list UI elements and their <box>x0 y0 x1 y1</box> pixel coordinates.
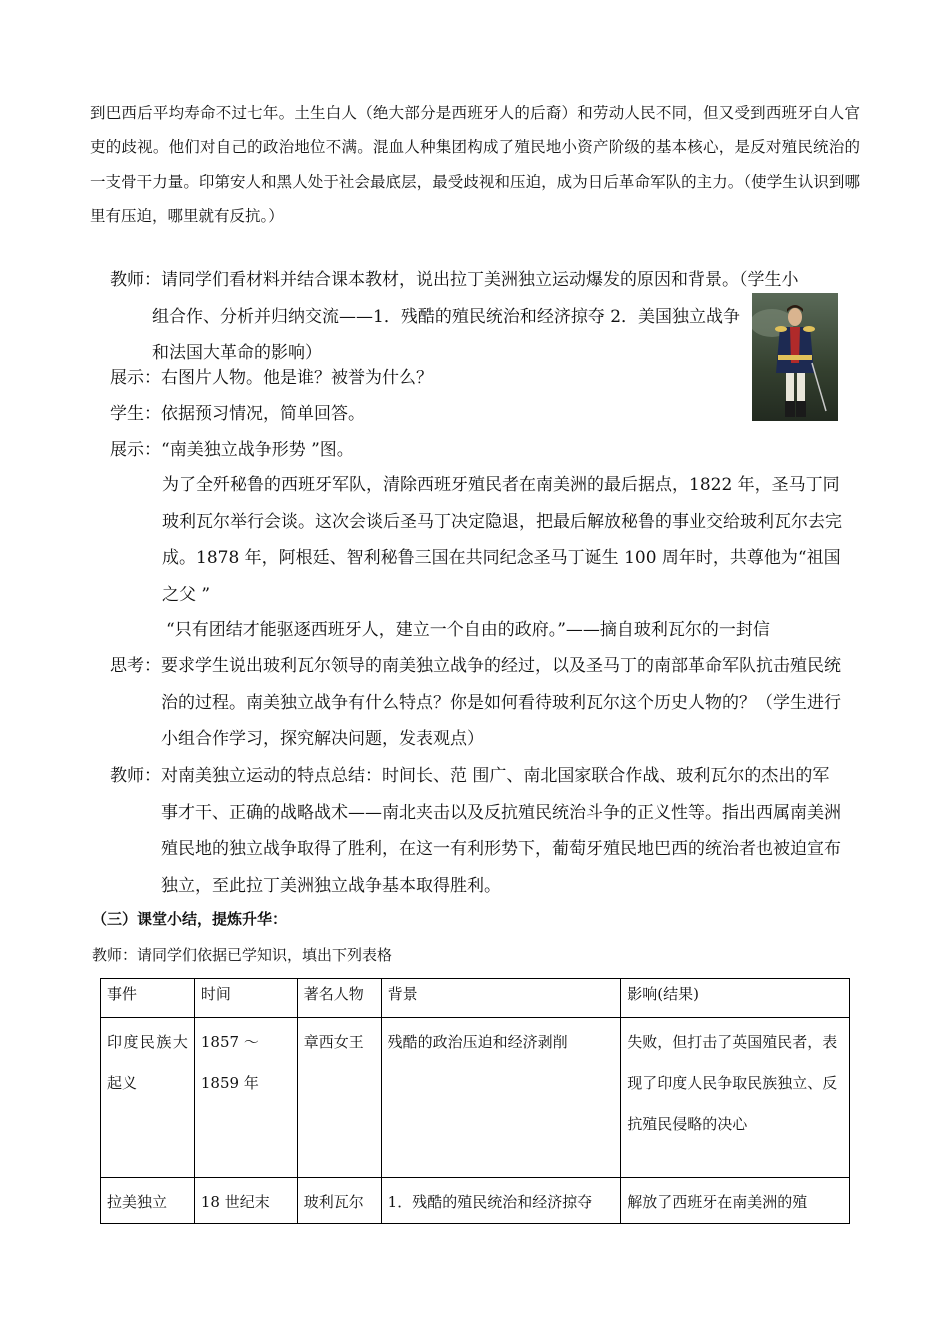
portrait-figure-icon <box>752 293 838 421</box>
material-paragraph: 为了全歼秘鲁的西班牙军队，清除西班牙殖民者在南美洲的最后据点，1822 年，圣马丁同玻利瓦尔举行会谈。这次会谈后圣马丁决定隐退，把最后解放秘鲁的事业交给玻利瓦尔去完成。1878 年，阿根廷、智利秘鲁三国在共同纪念圣马丁诞生 100 周年时，共尊他为“祖国之父 ” <box>162 475 842 605</box>
table-row <box>101 1018 850 1178</box>
speaker-label: 展示： <box>110 440 161 460</box>
table-cell: 解放了西班牙在南美洲的殖 <box>621 1178 850 1224</box>
teacher-remark-2-text: 对南美独立运动的特点总结：时间长、范 围广、南北国家联合作战、玻利瓦尔的杰出的军事才干、正确的战略战术——南北夹击以及反抗殖民统治斗争的正义性等。指出西属南美洲殖民地的独立战争取得了胜利，在这一有利形势下，葡萄牙殖民地巴西的统治者也被迫宣布独立，至此拉丁美洲独立战争基本取得胜利。 <box>161 766 841 896</box>
think-question-text: 要求学生说出玻利瓦尔领导的南美独立战争的经过，以及圣马丁的南部革命军队抗击殖民统治的过程。南美独立战争有什么特点？你是如何看待玻利瓦尔这个历史人物的？（学生进行小组合作学习，探究解决问题，发表观点） <box>161 656 841 749</box>
think-question <box>110 648 845 758</box>
table-cell: 1．残酷的殖民统治和经济掠夺 <box>381 1178 621 1224</box>
teacher-remark-1-first-line: 请同学们看材料并结合课本教材，说出拉丁美洲独立运动爆发的原因和背景。（学生小 <box>161 270 799 290</box>
display-remark-1-text: 右图片人物。他是谁？被誉为什么？ <box>161 368 433 388</box>
table-header-cell: 时间 <box>194 979 297 1018</box>
table-header-row <box>101 979 850 1018</box>
table-cell: 印度民族大起义 <box>101 1018 195 1178</box>
display-remark-1 <box>110 360 710 397</box>
summary-table <box>100 978 850 1224</box>
student-remark-text: 依据预习情况，简单回答。 <box>161 404 365 424</box>
table-intro: 教师：请同学们依据已学知识，填出下列表格 <box>92 946 393 964</box>
table-header-cell: 影响(结果) <box>621 979 850 1018</box>
speaker-label: 展示： <box>110 368 161 388</box>
table-cell: 玻利瓦尔 <box>297 1178 381 1224</box>
table-cell: 章西女王 <box>297 1018 381 1178</box>
table-header-cell: 背景 <box>381 979 621 1018</box>
teacher-remark-2 <box>110 758 845 904</box>
table-cell: 失败，但打击了英国殖民者，表现了印度人民争取民族独立、反抗殖民侵略的决心 <box>621 1018 850 1178</box>
table-cell: 残酷的政治压迫和经济剥削 <box>381 1018 621 1178</box>
bolivar-letter-quote: “只有团结才能驱逐西班牙人，建立一个自由的政府。”——摘自玻利瓦尔的一封信 <box>166 620 770 640</box>
speaker-label: 教师： <box>110 270 161 290</box>
teacher-remark-1 <box>110 262 845 372</box>
teacher-remark-1-rest: 组合作、分析并归纳交流——1．残酷的殖民统治和经济掠夺 2．美国独立战争和法国大革命的影响） <box>152 306 741 363</box>
table-header-cell: 著名人物 <box>297 979 381 1018</box>
display-remark-2 <box>110 432 710 469</box>
bolivar-portrait-image <box>752 293 838 421</box>
student-remark <box>110 396 710 433</box>
table-cell: 18 世纪末 <box>194 1178 297 1224</box>
table-row <box>101 1178 850 1224</box>
intro-paragraph: 到巴西后平均寿命不过七年。土生白人（绝大部分是西班牙人的后裔）和劳动人民不同，但又受到西班牙白人官吏的歧视。他们对自己的政治地位不满。混血人种集团构成了殖民地小资产阶级的基本核心，是反对殖民统治的一支骨干力量。印第安人和黑人处于社会最底层，最受歧视和压迫，成为日后革命军队的主力。（使学生认识到哪里有压迫，哪里就有反抗。） <box>90 104 860 225</box>
section-heading: （三）课堂小结，提炼升华： <box>92 910 288 928</box>
speaker-label: 学生： <box>110 404 161 424</box>
speaker-label: 思考： <box>110 656 161 676</box>
table-header-cell: 事件 <box>101 979 195 1018</box>
table-cell: 1857 ～ 1859 年 <box>194 1018 297 1178</box>
speaker-label: 教师： <box>110 766 161 786</box>
display-remark-2-text: “南美独立战争形势 ”图。 <box>161 440 354 460</box>
table-cell: 拉美独立 <box>101 1178 195 1224</box>
